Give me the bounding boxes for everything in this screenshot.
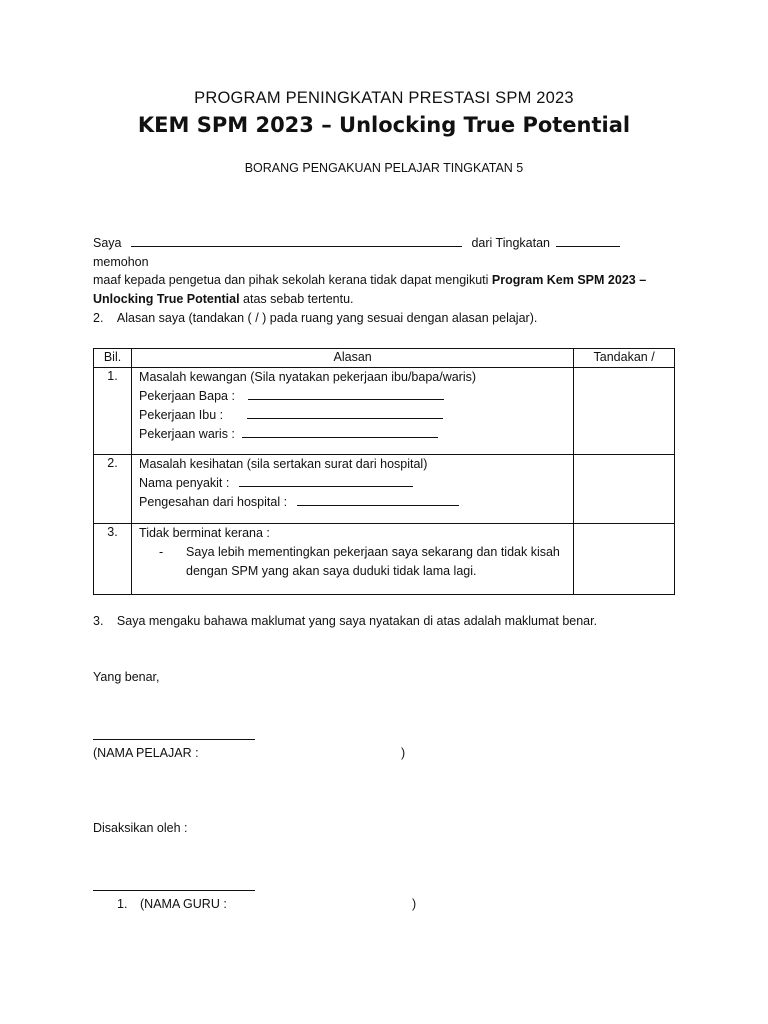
statement-line-2 (93, 271, 678, 290)
statement-text-3: atas sebab tertentu. (243, 291, 354, 306)
teacher-signature-line[interactable] (93, 890, 255, 891)
item-2 (93, 311, 537, 325)
guardian-job-field (139, 425, 573, 444)
statement-line-3 (93, 290, 678, 309)
hospital-confirmation-blank[interactable] (297, 493, 459, 506)
student-name-label: (NAMA PELAJAR : (93, 746, 199, 760)
teacher-name-close: ) (412, 897, 417, 911)
illness-field (139, 474, 573, 493)
saya-label: Saya (93, 236, 122, 250)
header-bil: Bil. (94, 349, 132, 368)
teacher-number: 1. (117, 897, 128, 911)
row-2-reason (132, 455, 574, 524)
row-1-tick-box[interactable] (574, 368, 675, 455)
item-3-text: Saya mengaku bahawa maklumat yang saya nyatakan di atas adalah maklumat benar. (116, 614, 598, 628)
row-3-bullet (139, 543, 573, 580)
row-3-bil: 3. (94, 524, 132, 595)
student-name-close: ) (401, 746, 406, 760)
program-name-bold-2: Unlocking True Potential (93, 291, 240, 306)
guardian-job-blank[interactable] (242, 425, 438, 438)
illness-label: Nama penyakit : (139, 476, 230, 490)
tingkatan-blank[interactable] (556, 234, 620, 247)
father-job-label: Pekerjaan Bapa : (139, 389, 235, 403)
row-3-title: Tidak berminat kerana : (139, 526, 270, 540)
table-row (94, 368, 675, 455)
mother-job-field (139, 406, 573, 425)
program-title: PROGRAM PENINGKATAN PRESTASI SPM 2023 (194, 89, 574, 107)
statement-paragraph (93, 234, 678, 308)
father-job-field (139, 387, 573, 406)
item-3-number: 3. (93, 614, 104, 628)
bullet-dash: - (159, 545, 164, 559)
item-3 (93, 614, 597, 628)
camp-title: KEM SPM 2023 – Unlocking True Potential (137, 113, 631, 137)
student-name-blank[interactable] (131, 234, 462, 247)
header-alasan: Alasan (132, 349, 574, 368)
mother-job-label: Pekerjaan Ibu : (139, 408, 224, 422)
table-row (94, 455, 675, 524)
mother-job-blank[interactable] (247, 406, 443, 419)
tingkatan-label: dari Tingkatan (471, 236, 550, 250)
illness-blank[interactable] (239, 474, 413, 487)
hospital-confirmation-field (139, 493, 573, 512)
form-name: BORANG PENGAKUAN PELAJAR TINGKATAN 5 (244, 161, 524, 175)
table-header-row (94, 349, 675, 368)
row-3-tick-box[interactable] (574, 524, 675, 595)
teacher-name-label: (NAMA GURU : (140, 897, 227, 911)
statement-text-2: maaf kepada pengetua dan pihak sekolah kerana tidak dapat mengikuti (93, 273, 489, 287)
item-2-text: Alasan saya (tandakan ( / ) pada ruang yang sesuai dengan alasan pelajar). (116, 311, 538, 325)
row-2-title: Masalah kesihatan (sila sertakan surat dari hospital) (139, 457, 428, 471)
header-tandakan: Tandakan / (574, 349, 675, 368)
student-signature-line[interactable] (93, 739, 255, 740)
row-2-tick-box[interactable] (574, 455, 675, 524)
statement-line-1 (93, 234, 678, 271)
program-name-bold-1: Program Kem SPM 2023 – (491, 273, 647, 287)
row-3-bullet-text: Saya lebih mementingkan pekerjaan saya sekarang dan tidak kisah dengan SPM yang akan saya duduki tidak lama lagi. (186, 545, 560, 578)
closing-text: Yang benar, (93, 670, 160, 684)
row-1-reason (132, 368, 574, 455)
hospital-confirmation-label: Pengesahan dari hospital : (139, 495, 288, 509)
guardian-job-label: Pekerjaan waris : (139, 427, 235, 441)
memohon-label: memohon (93, 254, 149, 269)
row-2-bil: 2. (94, 455, 132, 524)
row-1-bil: 1. (94, 368, 132, 455)
witness-label: Disaksikan oleh : (93, 821, 188, 835)
reasons-table (93, 348, 675, 595)
row-1-title: Masalah kewangan (Sila nyatakan pekerjaan ibu/bapa/waris) (139, 370, 477, 384)
father-job-blank[interactable] (248, 387, 444, 400)
table-row (94, 524, 675, 595)
row-3-reason (132, 524, 574, 595)
item-2-number: 2. (93, 311, 104, 325)
